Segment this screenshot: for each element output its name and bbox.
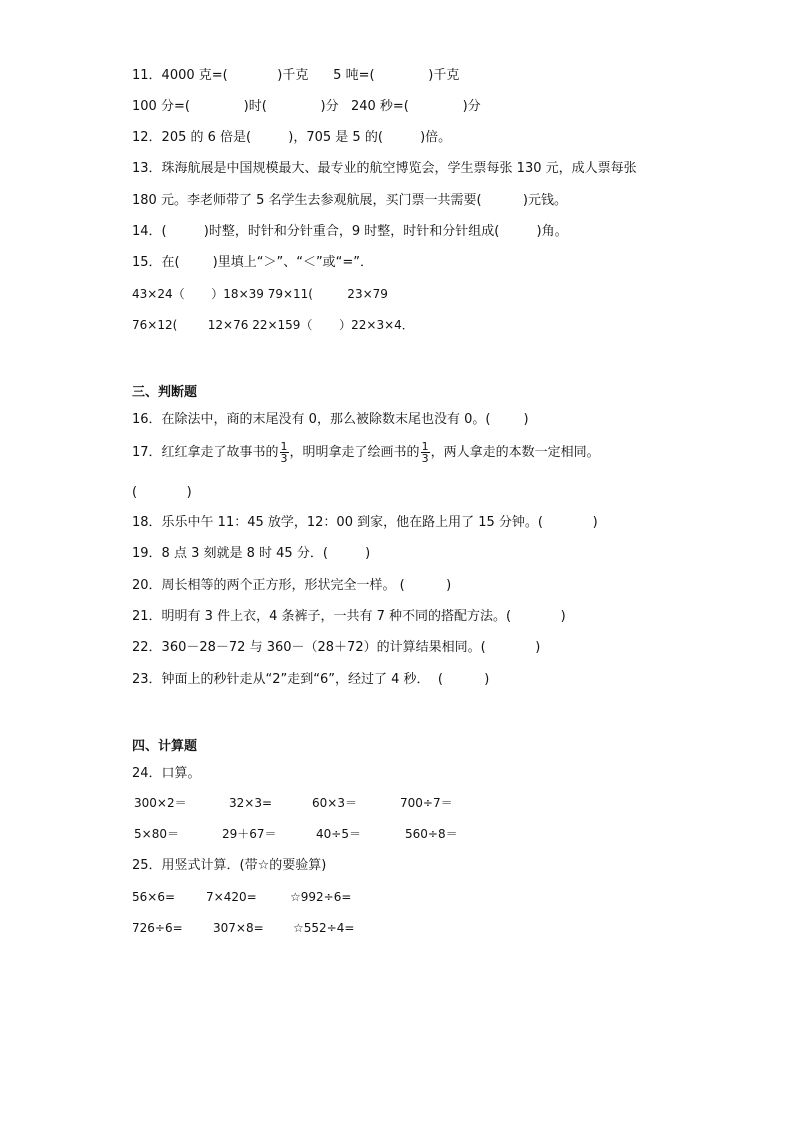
q11-line1: 11．4000 克=( )千克 5 吨=( )千克 bbox=[132, 68, 460, 83]
calc-heading: 四、计算题 bbox=[132, 739, 198, 754]
mental-item: 5×80＝ bbox=[134, 827, 179, 841]
fraction-one-third-a bbox=[280, 441, 289, 464]
q17 bbox=[132, 438, 600, 468]
q19: 19．8 点 3 刻就是 8 时 45 分．( ) bbox=[132, 546, 371, 561]
q23: 23．钟面上的秒针走从“2”走到“6”，经过了 4 秒． ( ) bbox=[132, 672, 490, 687]
vertical-calc-item: ☆552÷4= bbox=[293, 921, 355, 935]
q25: 25．用竖式计算．(带☆的要验算) bbox=[132, 858, 327, 873]
fraction-numerator: 1 bbox=[280, 440, 288, 453]
vertical-calc-item: ☆992÷6= bbox=[290, 890, 352, 904]
fraction-denominator: 3 bbox=[421, 452, 429, 465]
q15-row2: 76×12( 12×76 22×159（ ）22×3×4． bbox=[132, 318, 414, 332]
q17-part-b: ，明明拿走了绘画书的 bbox=[289, 445, 420, 460]
judge-heading: 三、判断题 bbox=[132, 385, 198, 400]
q12: 12．205 的 6 倍是( )，705 是 5 的( )倍。 bbox=[132, 130, 452, 145]
q13-line1: 13．珠海航展是中国规模最大、最专业的航空博览会，学生票每张 130 元，成人票每张 bbox=[132, 161, 637, 176]
vertical-calc-item: 7×420= bbox=[206, 890, 257, 904]
mental-item: 32×3= bbox=[229, 796, 273, 810]
q21: 21．明明有 3 件上衣，4 条裤子，一共有 7 种不同的搭配方法。( ) bbox=[132, 609, 566, 624]
q20: 20．周长相等的两个正方形，形状完全一样。 ( ) bbox=[132, 578, 452, 593]
fraction-one-third-b bbox=[421, 441, 430, 464]
q14: 14．( )时整，时针和分针重合，9 时整，时针和分针组成( )角。 bbox=[132, 224, 568, 239]
fraction-numerator: 1 bbox=[421, 440, 429, 453]
mental-item: 60×3＝ bbox=[312, 796, 357, 810]
vertical-calc-item: 56×6= bbox=[132, 890, 176, 904]
q18: 18．乐乐中午 11：45 放学，12：00 到家，他在路上用了 15 分钟。( ) bbox=[132, 515, 598, 530]
vertical-calc-item: 726÷6= bbox=[132, 921, 183, 935]
q15: 15．在( )里填上“＞”、“＜”或“=”． bbox=[132, 255, 374, 270]
q17-part-a: 17．红红拿走了故事书的 bbox=[132, 445, 279, 460]
mental-item: 29＋67＝ bbox=[222, 827, 277, 841]
q11-line2: 100 分=( )时( )分 240 秒=( )分 bbox=[132, 99, 481, 114]
mental-item: 300×2＝ bbox=[134, 796, 187, 810]
q15-row1: 43×24（ ）18×39 79×11( 23×79 bbox=[132, 287, 388, 301]
q13-line2: 180 元。李老师带了 5 名学生去参观航展，买门票一共需要( )元钱。 bbox=[132, 193, 567, 208]
q24: 24．口算。 bbox=[132, 766, 201, 781]
q17-part-c: ，两人拿走的本数一定相同。 bbox=[430, 445, 600, 460]
q22: 22．360－28－72 与 360－（28＋72）的计算结果相同。( ) bbox=[132, 640, 541, 655]
mental-item: 40÷5＝ bbox=[316, 827, 361, 841]
q16: 16．在除法中，商的末尾没有 0，那么被除数末尾也没有 0。( ) bbox=[132, 412, 529, 427]
mental-item: 700÷7＝ bbox=[400, 796, 453, 810]
fraction-denominator: 3 bbox=[280, 452, 288, 465]
q17-answer-paren: ( ) bbox=[132, 485, 192, 500]
mental-item: 560÷8＝ bbox=[405, 827, 458, 841]
vertical-calc-item: 307×8= bbox=[213, 921, 264, 935]
